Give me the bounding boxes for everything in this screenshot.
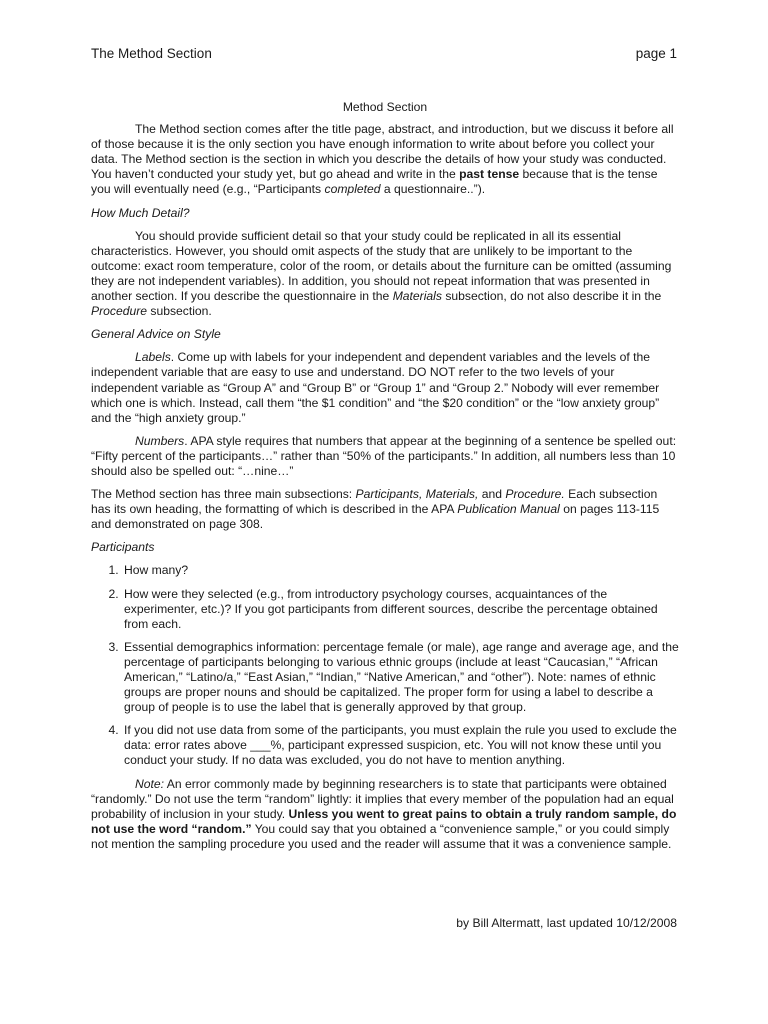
list-item: 2. How were they selected (e.g., from introductory psychology courses, acquaintances of the experimenter, etc.)? If you got participants from different sources, describe the percentage obtained from each. — [122, 587, 679, 632]
heading-how-much-detail: How Much Detail? — [91, 205, 190, 220]
heading-participants: Participants — [91, 540, 155, 555]
list-item: 4. If you did not use data from some of the participants, you must explain the rule you used to exclude the data: error rates above ___%, participant expressed suspicion, etc. You will not know these until you conduct your study. If no data was excluded, you do not have to mention anything. — [122, 723, 679, 768]
participants-list — [91, 563, 679, 768]
document-body — [91, 100, 679, 860]
heading-general-advice: General Advice on Style — [91, 327, 221, 342]
subsections-paragraph: The Method section has three main subsections: Participants, Materials, and Procedure. Each subsection has its own heading, the formatting of which is described in the APA Publication Manual on pages 113-115 and demonstrated on page 308. — [91, 487, 660, 532]
section-title: Method Section — [342, 100, 428, 114]
header-title: The Method Section — [91, 46, 212, 61]
note-paragraph: Note: An error commonly made by beginning researchers is to state that participants were obtained “randomly.” Do not use the term “random” lightly: it implies that every member of the population had an equal probability of inclusion in your study. Unless you went to great pains to obtain a truly random sample, do not use the word “random.” You could say that you obtained a “convenience sample,” or you could simply not mention the sampling procedure you used and the reader will assume that it was a convenience sample. — [91, 776, 677, 851]
list-item: 3. Essential demographics information: percentage female (or male), age range and average age, and the percentage of participants belonging to various ethnic groups (include at least “Caucasian,” “African American,” “Latino/a,” “East Asian,” “Indian,” “Native American,” and “other”). Note: names of ethnic groups are proper nouns and should be capitalized. The proper form for using a label to describe a group of people is to use the label that is generally approved by that group. — [122, 640, 679, 715]
numbers-paragraph: Numbers. APA style requires that numbers that appear at the beginning of a sentence be spelled out: “Fifty percent of the participants…” rather than “50% of the participants.” In addition, all numbers less than 10 should also be spelled out: “…nine…” — [91, 433, 677, 478]
intro-paragraph: The Method section comes after the title page, abstract, and introduction, but we discuss it before all of those because it is the only section you have enough information to write about before you collect your data. The Method section is the section in which you describe the details of how your study was conducted. You haven’t conducted your study yet, but go ahead and write in the past tense because that is the tense you will eventually need (e.g., “Participants completed a questionnaire..”). — [91, 122, 674, 197]
page-number: page 1 — [635, 46, 677, 61]
list-item: 1. How many? — [122, 563, 679, 578]
page-footer: by Bill Altermatt, last updated 10/12/2008 — [456, 916, 677, 930]
labels-paragraph: Labels. Come up with labels for your independent and dependent variables and the levels of the independent variable that are easy to use and understand. DO NOT refer to the two levels of your independent variable as “Group A” and “Group B” or “Group 1” and “Group 2.” Nobody will ever remember which one is which. Instead, call them “the $1 condition” and “the $20 condition” or the “low anxiety group” and the “high anxiety group.” — [91, 350, 660, 425]
detail-paragraph: You should provide sufficient detail so that your study could be replicated in all its essential characteristics. However, you should omit aspects of the study that are unlikely to be important to the outcome: exact room temperature, color of the room, or details about the furniture can be omitted (assuming they are not independent variables). In addition, you should not repeat information that was presented in another section. If you describe the questionnaire in the Materials subsection, do not also describe it in the Procedure subsection. — [91, 228, 672, 319]
